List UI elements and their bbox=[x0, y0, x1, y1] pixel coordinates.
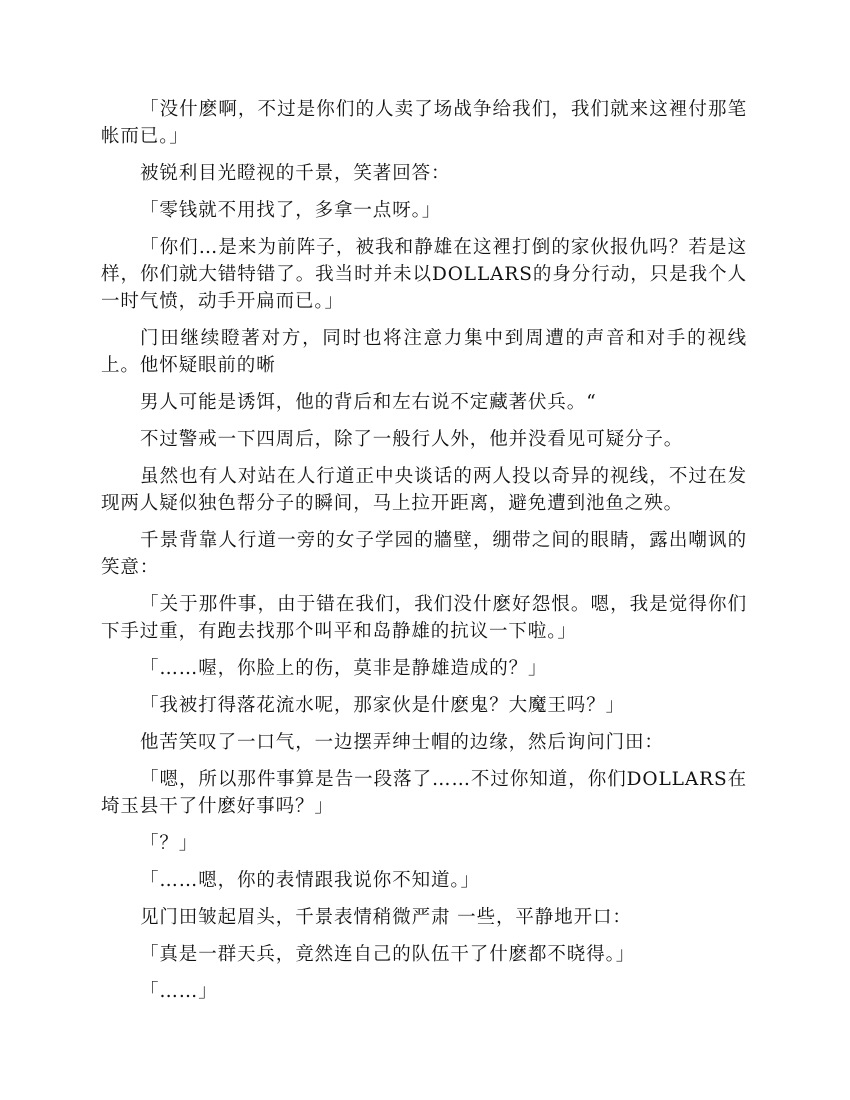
paragraph: 「你们…是来为前阵子，被我和静雄在这裡打倒的家伙报仇吗？若是这样，你们就大错特错了。我当时并未以DOLLARS的身分行动，只是我个人一时气愤，动手开扁而已。」 bbox=[101, 237, 747, 312]
paragraph: 「……」 bbox=[140, 981, 218, 1002]
paragraph: 男人可能是诱饵，他的背后和左右说不定藏著伏兵。“ bbox=[140, 392, 597, 413]
paragraph: 不过警戒一下四周后，除了一般行人外，他并没看见可疑分子。 bbox=[140, 429, 684, 450]
paragraph: 「零钱就不用找了，多拿一点呀。」 bbox=[140, 200, 442, 221]
paragraph: 「真是一群天兵，竟然连自己的队伍干了什麽都不晓得。」 bbox=[140, 944, 636, 965]
paragraph: 「嗯，所以那件事算是告一段落了……不过你知道，你们DOLLARS在埼玉县干了什麽好事吗？」 bbox=[101, 769, 747, 817]
paragraph: 「？」 bbox=[140, 833, 199, 854]
document-body bbox=[101, 96, 747, 1015]
paragraph: 「……喔，你脸上的伤，莫非是静雄造成的？」 bbox=[140, 658, 548, 679]
paragraph: 虽然也有人对站在人行道正中央谈话的两人投以奇异的视线，不过在发现两人疑似独色帮分子的瞬间，马上拉开距离，避免遭到池鱼之殃。 bbox=[101, 466, 747, 514]
paragraph: 门田继续瞪著对方，同时也将注意力集中到周遭的声音和对手的视线上。他怀疑眼前的晰 bbox=[101, 328, 747, 376]
paragraph: 被锐利目光瞪视的千景，笑著回答： bbox=[140, 163, 451, 184]
paragraph: 「……嗯，你的表情跟我说你不知道。」 bbox=[140, 870, 480, 891]
paragraph: 「没什麽啊，不过是你们的人卖了场战争给我们，我们就来这裡付那笔帐而已。」 bbox=[101, 99, 747, 147]
paragraph: 「关于那件事，由于错在我们，我们没什麽好怨恨。嗯，我是觉得你们下手过重，有跑去找那个叫平和岛静雄的抗议一下啦。」 bbox=[101, 594, 747, 642]
paragraph: 「我被打得落花流水呢，那家伙是什麽鬼？大魔王吗？」 bbox=[140, 695, 626, 716]
paragraph: 他苦笑叹了一口气，一边摆弄绅士帽的边缘，然后询问门田： bbox=[140, 732, 664, 753]
paragraph: 见门田皱起眉头，千景表情稍微严肃 一些，平静地开口： bbox=[140, 907, 632, 928]
paragraph: 千景背靠人行道一旁的女子学园的牆壁，绷带之间的眼睛，露出嘲讽的笑意： bbox=[101, 530, 747, 578]
